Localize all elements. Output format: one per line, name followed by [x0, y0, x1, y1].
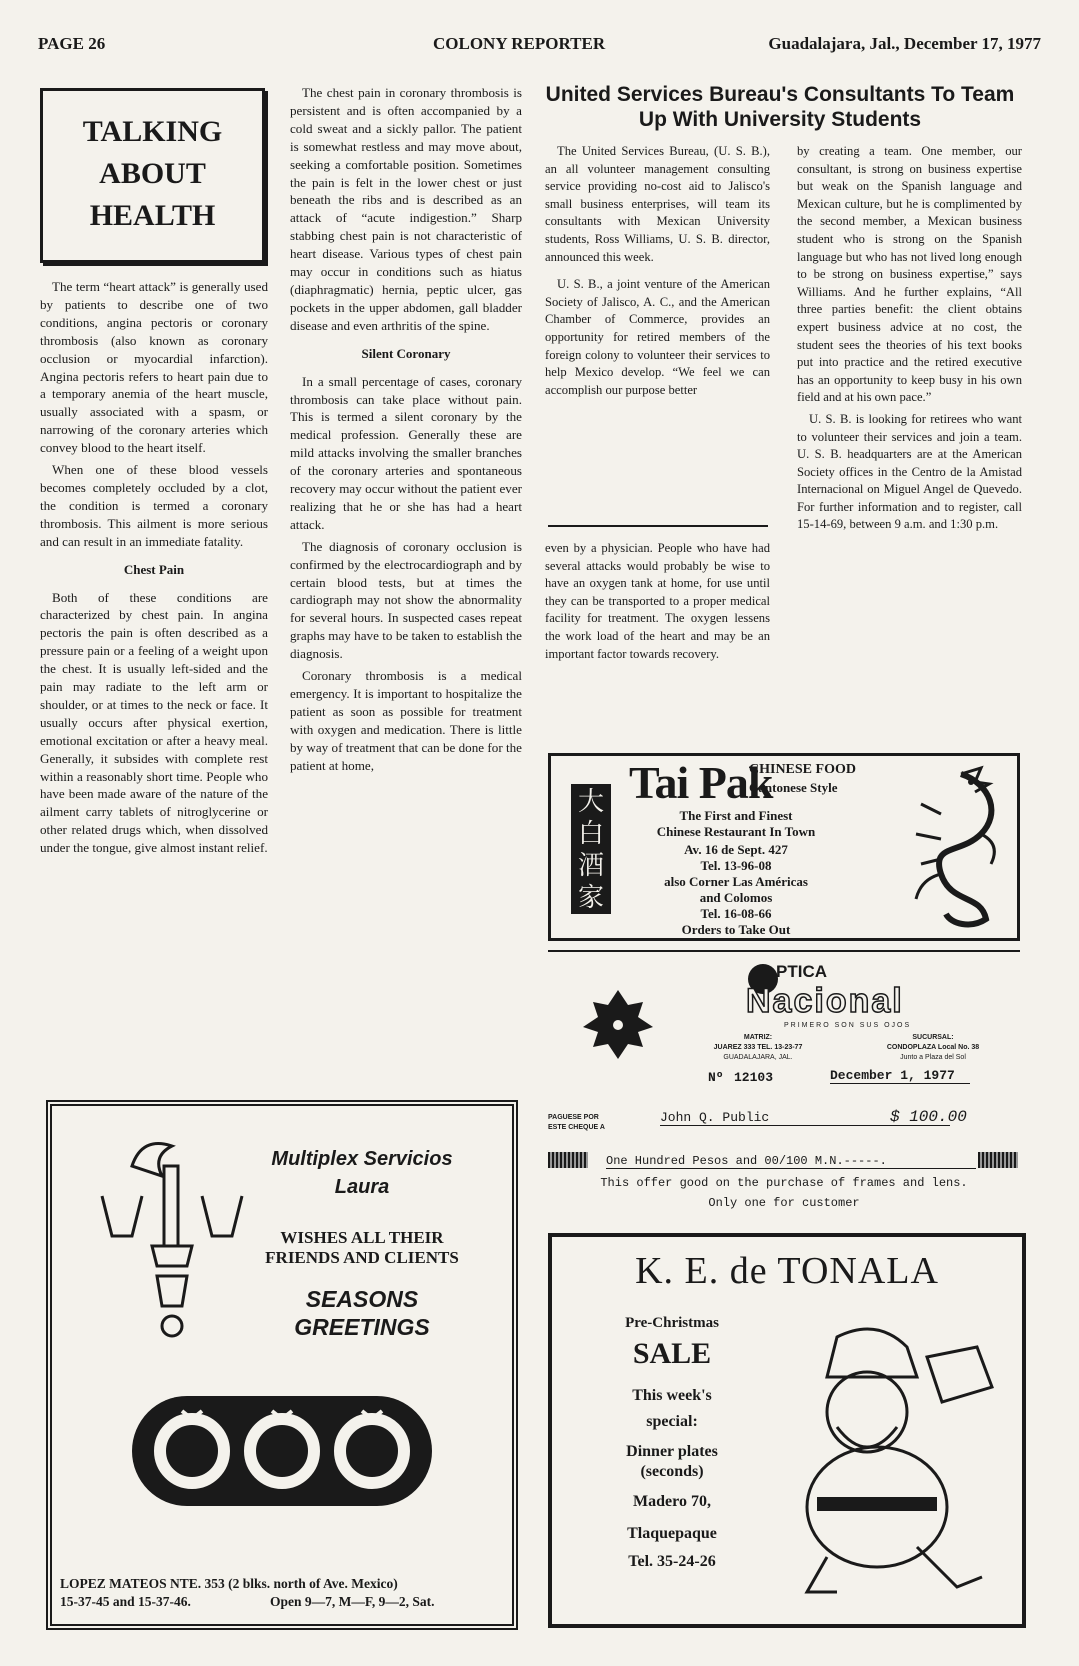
ad-business-name: Multiplex Servicios [271, 1148, 453, 1170]
paragraph: by creating a team. One member, our consultant, is strong on business expertise but weak on the Spanish language and Mexican culture, but he is complimented by the second member, a Mexican business student who is strong on the Spanish language but who has not lived long enough to be strong on business expertise,” says Williams. And he further explains, “All three parties benefit: the client obtains expert business advice at no cost, the student sees the theories of his text books put into practice and the retired executive has an opportunity to keep busy in his own field and at his own pace.” [797, 144, 1022, 405]
matriz-label: MATRIZ: [743, 1034, 773, 1041]
ad-wish: FRIENDS AND CLIENTS [265, 1248, 459, 1267]
newspaper-name: COLONY REPORTER [433, 34, 606, 53]
ad-optica-nacional [548, 950, 1020, 1230]
cheque-number-label: Nº [708, 1070, 724, 1085]
cheque-number: 12103 [734, 1070, 774, 1085]
column-title-box [40, 88, 265, 263]
tag-chinese-food: CHINESE FOOD [749, 762, 856, 777]
ad-line: Dinner plates [626, 1443, 718, 1460]
pay-label: PAGUESE POR [548, 1114, 599, 1121]
brand-nacional: Nacional [746, 982, 904, 1020]
stamp-icon [978, 1152, 1018, 1168]
wreaths-icon [132, 1386, 432, 1516]
ad-greeting: SEASONS [305, 1286, 419, 1312]
ad-line: also Corner Las Américas [664, 874, 808, 889]
usb-column-2 [797, 143, 1022, 538]
ad-line: Tel. 16-08-66 [700, 906, 772, 921]
ad-phones: 15-37-45 and 15-37-46. [60, 1594, 191, 1609]
paragraph: U. S. B. is looking for retirees who want to volunteer their services and join a team. U. S. B. headquarters are at the American Society offices in the Centro de la Amistad Internacional on Miguel Angel de Quevedo. For further information and to register, call 15-14-69, between 9 a.m. and 1:30 p.m. [797, 411, 1022, 532]
health-column-1 [40, 278, 268, 861]
payee: John Q. Public [660, 1110, 950, 1126]
dateline: Guadalajara, Jal., December 17, 1977 [768, 34, 1041, 53]
ad-line: (seconds) [640, 1463, 704, 1480]
ad-line: Orders to Take Out [681, 922, 791, 937]
ad-line: Pre-Christmas [625, 1315, 719, 1331]
dragon-icon [891, 764, 1011, 934]
paragraph: When one of these blood vessels becomes completely occluded by a clot, the condition is termed a coronary thrombosis. This ailment is more serious and can result in an immediate fatality. [40, 462, 268, 549]
ad-address: LOPEZ MATEOS NTE. 353 (2 blks. north of Ave. Mexico) [60, 1576, 398, 1591]
health-column-2 [290, 84, 522, 779]
ad-line: and Colomos [699, 890, 773, 905]
matriz-address: JUAREZ 333 TEL. 13-23-77 [713, 1044, 803, 1051]
paragraph: The United Services Bureau, (U. S. B.), an all volunteer management consulting service providing no-cost aid to Jalisco's small business enterprises, will team its consultants with Mexican University students, Ross Williams, U. S. B. director, announced this week. [545, 144, 770, 264]
ad-line: Tel. 35-24-26 [628, 1553, 716, 1570]
ad-line: special: [646, 1413, 698, 1430]
column-title-line: HEALTH [89, 199, 216, 232]
santa-claus-icon [767, 1317, 1007, 1607]
ad-divider [548, 950, 1020, 952]
ad-line: Av. 16 de Sept. 427 [684, 842, 788, 857]
usb-headline: United Services Bureau's Consultants To Team Up With University Students [545, 83, 1015, 131]
ad-line: The First and Finest [679, 808, 793, 823]
optica-tagline: PRIMERO SON SUS OJOS [784, 1022, 912, 1029]
restaurant-name: Tai Pak [629, 757, 773, 808]
ad-line: Tel. 13-96-08 [700, 858, 772, 873]
ad-tonala [548, 1233, 1026, 1628]
offer-text: This offer good on the purchase of frames and lens. [600, 1176, 968, 1190]
cheque-date: December 1, 1977 [830, 1068, 970, 1084]
page-number: PAGE 26 [38, 34, 106, 53]
subhead: Silent Coronary [361, 345, 451, 361]
sucursal-address-2: Junto a Plaza del Sol [900, 1054, 966, 1061]
ad-sale: SALE [632, 1337, 712, 1370]
ad-hours: Open 9—7, M—F, 9—2, Sat. [270, 1594, 435, 1609]
paragraph: Coronary thrombosis is a medical emergency. It is important to hospitalize the patient as soon as possible for treatment with oxygen and medication. There is little by way of treatment that can be done for the patient at home, [290, 668, 522, 773]
ad-line: Chinese Restaurant In Town [656, 824, 816, 839]
page-header [38, 34, 1041, 60]
matriz-city: GUADALAJARA, JAL. [723, 1054, 793, 1061]
health-continuation [545, 540, 770, 667]
ad-multiplex-servicios [46, 1100, 518, 1630]
holly-icon [578, 980, 658, 1070]
ad-line: Madero 70, [633, 1493, 711, 1510]
column-divider [548, 525, 768, 527]
cheque-amount: $ 100.00 [890, 1108, 967, 1126]
ad-business-name: K. E. de TONALA [635, 1250, 939, 1292]
ad-line: This week's [632, 1387, 712, 1404]
pay-label: ESTE CHEQUE A [548, 1124, 605, 1131]
stamp-icon [548, 1152, 588, 1168]
sucursal-label: SUCURSAL: [912, 1034, 954, 1041]
paragraph: U. S. B., a joint venture of the American Society of Jalisco, A. C., and the American Chamber of Commerce, provides an opportunity for retired members of the foreign colony to volunteer their services to help Mexico develop. “We feel we can accomplish our purpose better [545, 277, 770, 397]
brand-optica: PTICA [776, 962, 827, 981]
paragraph: The diagnosis of coronary occlusion is confirmed by the electrocardiograph and by certain blood tests, but at times the cardiograph may not show the abnormality for several hours. In suspected cases repeat graphs may have to be taken to establish the diagnosis. [290, 538, 522, 662]
tag-cantonese: Cantonese Style [749, 780, 838, 795]
amount-in-words: One Hundred Pesos and 00/100 M.N.-----. [606, 1154, 976, 1169]
paragraph: even by a physician. People who have had several attacks would probably be wise to have an oxygen tank at home, for use until they can be transported to a proper medical facility for treatment. The oxygen lessens the work load of the heart and may be an important factor towards recovery. [545, 541, 770, 661]
paragraph: The chest pain in coronary thrombosis is persistent and is often accompanied by a cold sweat and a sickly pallor. The patient is somewhat restless and may move about, seeking a comfortable position. Sometimes the pain is felt in the lower chest or just beneath the ribs and is described as an attack of “acute indigestion.” Sharp stabbing chest pain is not characteristic of heart disease. Various types of chest pain may occur in conditions such as hiatus (diaphragmatic) hernia, peptic ulcer, gas pockets in the upper abdomen, gall bladder disease and even arthritis of the spine. [290, 85, 522, 333]
paragraph: The term “heart attack” is generally used by patients to describe one of two conditions, angina pectoris or coronary thrombosis (also known as coronary occlusion or myocardial infarction). Angina pectoris refers to heart pain due to a temporary anemia of the heart muscle, usually associated with a spasm, or narrowing of the coronary arteries which convey blood to the heart itself. [40, 279, 268, 456]
ad-wish: WISHES ALL THEIR [280, 1228, 444, 1247]
ad-tai-pak [548, 753, 1020, 941]
subhead: Chest Pain [123, 561, 185, 577]
column-title-line: ABOUT [99, 157, 206, 190]
sucursal-address: CONDOPLAZA Local No. 38 [886, 1044, 980, 1051]
ad-line: Tlaquepaque [627, 1525, 717, 1542]
offer-limit: Only one for customer [708, 1196, 860, 1210]
ad-greeting: GREETINGS [294, 1314, 430, 1340]
ad-business-name: Laura [334, 1176, 390, 1198]
paragraph: Both of these conditions are characterized by chest pain. In angina pectoris the pain is often described as a pressure pain or a feeling of a weight upon the chest. It is usually left-sided and the pain may radiate to the left arm or shoulder, or at times to the neck or face. It usually occurs after physical exertion, emotional excitation or after a heavy meal. Generally, it subsides with complete rest within a reasonably short time. People who have been made aware of the nature of the ailment carry tablets of nitroglycerine or other related drugs which, when dissolved under the tongue, give almost instant relief. [40, 589, 268, 856]
chinese-seal-icon: 大白酒家 [571, 784, 611, 914]
usb-column-1 [545, 143, 770, 403]
column-title-line: TALKING [82, 115, 223, 148]
paragraph: In a small percentage of cases, coronary thrombosis can take place without pain. This is termed a silent coronary by the medical profession. Generally these are mild attacks involving the smaller branches of the coronary arteries and spontaneous recovery may occur without the patient ever realizing that he or she has had a heart attack. [290, 373, 522, 532]
